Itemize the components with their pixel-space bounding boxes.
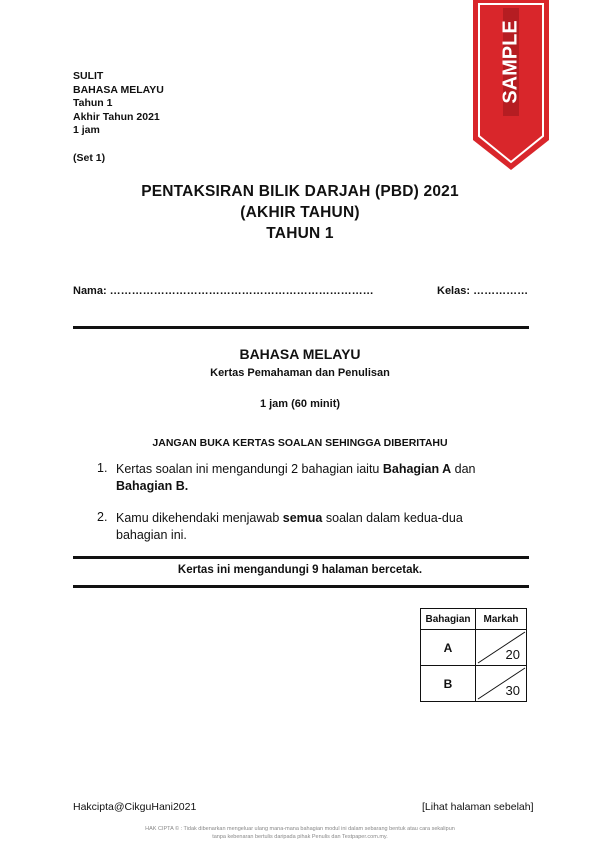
- header-subject: BAHASA MELAYU: [73, 83, 164, 96]
- kelas-field: Kelas: ……………: [437, 285, 529, 297]
- marks-table: [420, 608, 527, 702]
- marks-section-b: B: [421, 666, 476, 702]
- subject-name: BAHASA MELAYU: [239, 346, 361, 362]
- pages-note: Kertas ini mengandungi 9 halaman bercetak.: [177, 564, 423, 576]
- title-line-2: (AKHIR TAHUN): [240, 204, 360, 221]
- instruction-1: Kertas soalan ini mengandungi 2 bahagian iaitu Bahagian A dan Bahagian B.: [116, 462, 476, 493]
- copyright-notice: HAK CIPTA © : Tidak dibenarkan mengeluar ulang mana-mana bahagian modul ini dalam sebarang bentuk atau cara sekalipun tanpa kebenaran bertulis daripada pihak Penulis dan Testpaper.com.my.: [145, 826, 455, 840]
- marks-cell-b: [476, 666, 527, 702]
- marks-header-section: Bahagian: [421, 609, 476, 630]
- instruction-2: Kamu dikehendaki menjawab semua soalan dalam kedua-dua bahagian ini.: [116, 511, 463, 542]
- instruction-1-num: 1.: [97, 461, 108, 475]
- paper-name: Kertas Pemahaman dan Penulisan: [210, 367, 390, 379]
- paper-duration: 1 jam (60 minit): [259, 398, 341, 410]
- set-label: (Set 1): [73, 152, 106, 164]
- marks-max-b: 30: [505, 683, 520, 698]
- marks-section-a: A: [421, 630, 476, 666]
- divider-note-bottom: [73, 585, 529, 588]
- sample-badge: [473, 0, 549, 170]
- footer-next-page: [Lihat halaman sebelah]: [422, 801, 534, 813]
- instruction-2-num: 2.: [97, 510, 108, 524]
- header-year: Tahun 1: [73, 97, 113, 109]
- marks-max-a: 20: [505, 647, 520, 662]
- header-exam: Akhir Tahun 2021: [73, 110, 160, 123]
- header-sulit: SULIT: [73, 70, 104, 82]
- title-line-1: PENTAKSIRAN BILIK DARJAH (PBD) 2021: [141, 183, 459, 200]
- footer-copyright-owner: Hakcipta@CikguHani2021: [73, 801, 197, 813]
- divider-note-top: [73, 556, 529, 559]
- marks-header-marks: Markah: [476, 609, 527, 630]
- nama-field: Nama: ………………………………………………………………: [73, 285, 374, 297]
- header-duration: 1 jam: [73, 124, 100, 136]
- divider-top: [73, 326, 529, 329]
- marks-cell-a: [476, 630, 527, 666]
- title-line-3: TAHUN 1: [266, 225, 334, 242]
- sample-text: SAMPLE: [499, 20, 522, 104]
- instructions-heading: JANGAN BUKA KERTAS SOALAN SEHINGGA DIBERITAHU: [152, 437, 448, 449]
- paper-header: [73, 70, 164, 138]
